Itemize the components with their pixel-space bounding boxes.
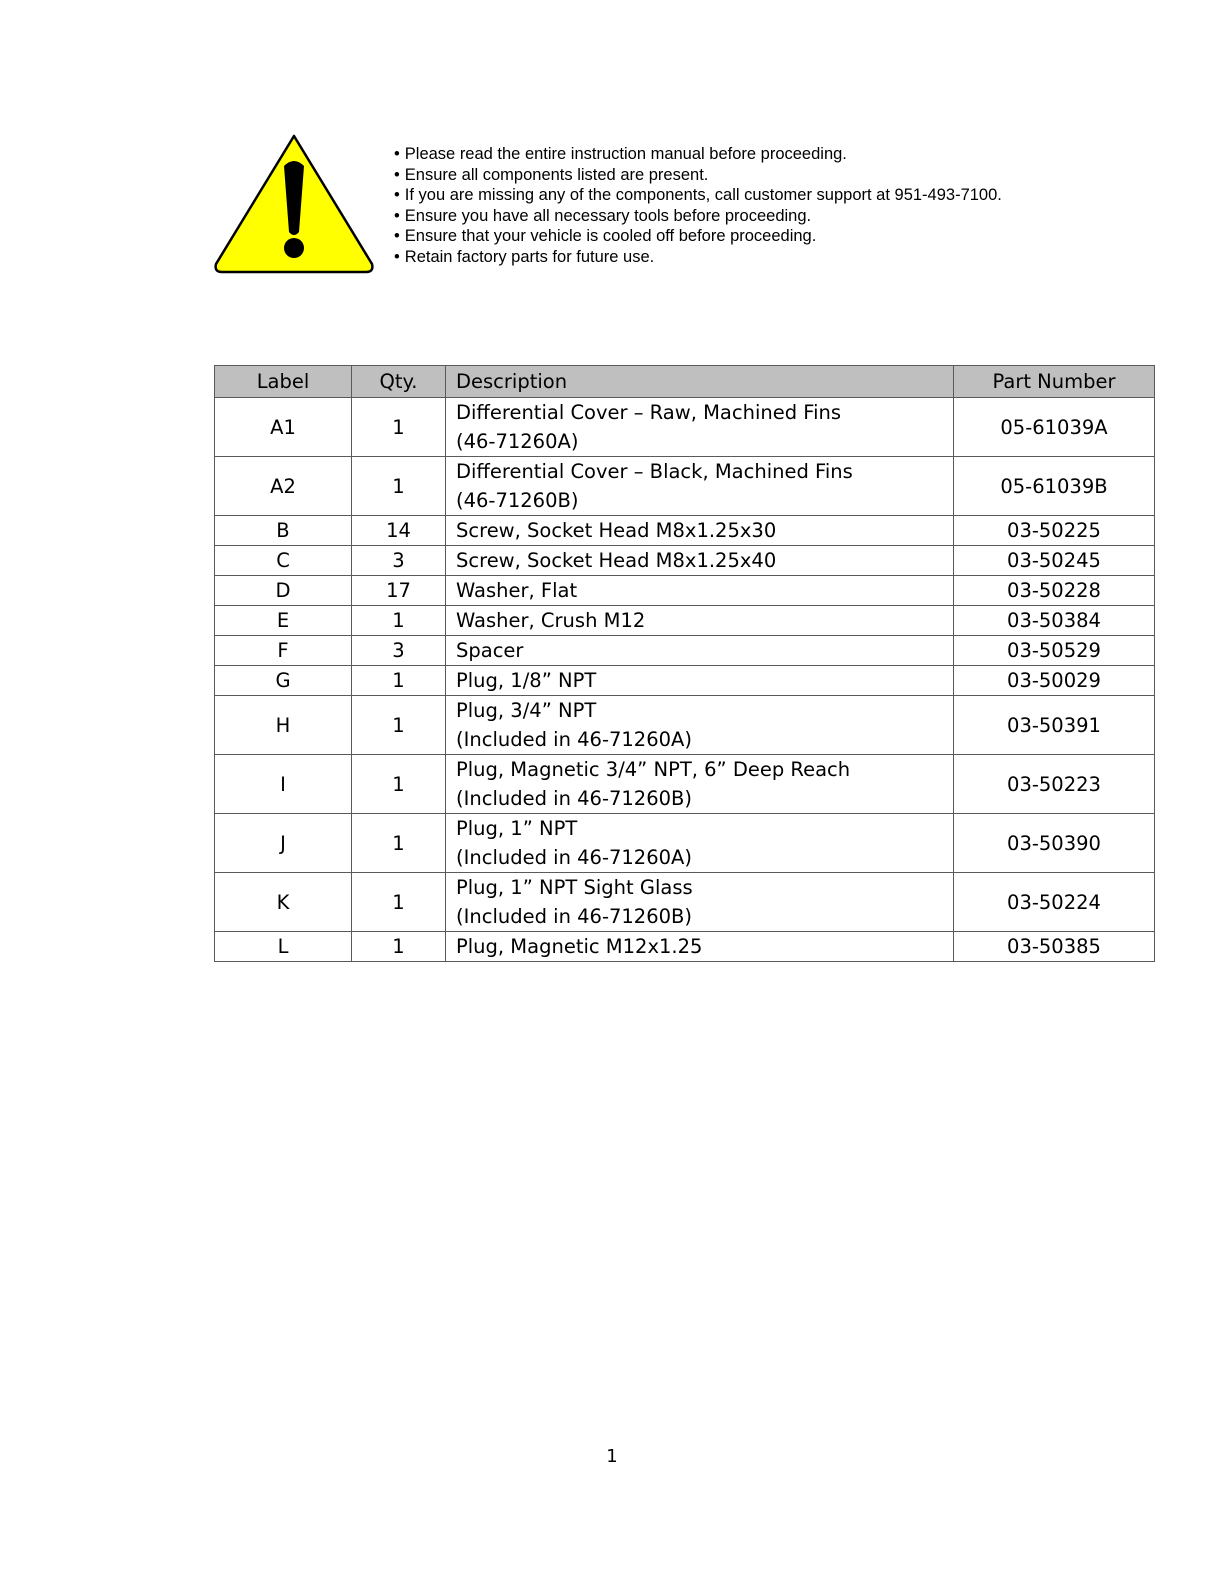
row-part-number: 03-50228 xyxy=(954,576,1155,606)
table-header-row xyxy=(215,366,1155,398)
row-part-number: 05-61039A xyxy=(954,398,1155,457)
description-line: Differential Cover – Black, Machined Fins xyxy=(456,460,853,483)
parts-table-body xyxy=(215,398,1155,962)
parts-table xyxy=(214,365,1155,962)
description-line: Screw, Socket Head M8x1.25x40 xyxy=(456,549,777,572)
table-row xyxy=(215,932,1155,962)
row-qty: 1 xyxy=(352,873,446,932)
instruction-item: • If you are missing any of the components, call customer support at 951-493-7100. xyxy=(394,185,1002,206)
row-label: E xyxy=(215,606,352,636)
description-note: (Included in 46-71260B) xyxy=(456,787,693,810)
row-part-number: 03-50224 xyxy=(954,873,1155,932)
table-row xyxy=(215,516,1155,546)
row-label: A1 xyxy=(215,398,352,457)
row-description xyxy=(446,636,954,666)
instruction-item: • Ensure that your vehicle is cooled off before proceeding. xyxy=(394,226,1002,247)
description-note: (46-71260A) xyxy=(456,430,579,453)
row-description xyxy=(446,932,954,962)
row-description xyxy=(446,755,954,814)
row-description xyxy=(446,546,954,576)
instruction-item: • Retain factory parts for future use. xyxy=(394,247,1002,268)
row-qty: 3 xyxy=(352,636,446,666)
row-description xyxy=(446,666,954,696)
row-label: A2 xyxy=(215,457,352,516)
row-description xyxy=(446,696,954,755)
row-label: K xyxy=(215,873,352,932)
row-label: F xyxy=(215,636,352,666)
row-qty: 1 xyxy=(352,814,446,873)
row-label: H xyxy=(215,696,352,755)
description-line: Plug, 1” NPT xyxy=(456,817,578,840)
row-description xyxy=(446,873,954,932)
table-row xyxy=(215,398,1155,457)
header-description: Description xyxy=(446,366,954,398)
table-row xyxy=(215,576,1155,606)
row-label: B xyxy=(215,516,352,546)
description-line: Washer, Crush M12 xyxy=(456,609,646,632)
table-row xyxy=(215,606,1155,636)
description-note: (Included in 46-71260B) xyxy=(456,905,693,928)
row-label: C xyxy=(215,546,352,576)
row-part-number: 03-50384 xyxy=(954,606,1155,636)
row-description xyxy=(446,398,954,457)
description-line: Washer, Flat xyxy=(456,579,578,602)
row-part-number: 05-61039B xyxy=(954,457,1155,516)
row-qty: 17 xyxy=(352,576,446,606)
instruction-item: • Ensure all components listed are present. xyxy=(394,165,1002,186)
instruction-item: • Ensure you have all necessary tools before proceeding. xyxy=(394,206,1002,227)
description-line: Plug, 1” NPT Sight Glass xyxy=(456,876,693,899)
row-part-number: 03-50029 xyxy=(954,666,1155,696)
description-line: Plug, 1/8” NPT xyxy=(456,669,597,692)
row-qty: 1 xyxy=(352,457,446,516)
row-label: I xyxy=(215,755,352,814)
description-line: Screw, Socket Head M8x1.25x30 xyxy=(456,519,777,542)
row-description xyxy=(446,457,954,516)
page-number: 1 xyxy=(606,1446,618,1467)
row-description xyxy=(446,576,954,606)
description-line: Plug, 3/4” NPT xyxy=(456,699,597,722)
warning-triangle-icon xyxy=(212,132,376,276)
row-qty: 1 xyxy=(352,932,446,962)
row-part-number: 03-50385 xyxy=(954,932,1155,962)
row-part-number: 03-50529 xyxy=(954,636,1155,666)
row-qty: 1 xyxy=(352,606,446,636)
row-part-number: 03-50390 xyxy=(954,814,1155,873)
row-part-number: 03-50245 xyxy=(954,546,1155,576)
table-row xyxy=(215,696,1155,755)
description-note: (Included in 46-71260A) xyxy=(456,846,692,869)
description-note: (Included in 46-71260A) xyxy=(456,728,692,751)
row-description xyxy=(446,814,954,873)
description-line: Plug, Magnetic M12x1.25 xyxy=(456,935,703,958)
header-part-number: Part Number xyxy=(954,366,1155,398)
table-row xyxy=(215,636,1155,666)
row-qty: 14 xyxy=(352,516,446,546)
description-note: (46-71260B) xyxy=(456,489,579,512)
row-qty: 1 xyxy=(352,755,446,814)
row-part-number: 03-50391 xyxy=(954,696,1155,755)
description-line: Spacer xyxy=(456,639,524,662)
table-row xyxy=(215,873,1155,932)
row-qty: 1 xyxy=(352,398,446,457)
instruction-item: • Please read the entire instruction manual before proceeding. xyxy=(394,144,1002,165)
row-part-number: 03-50223 xyxy=(954,755,1155,814)
header-qty: Qty. xyxy=(352,366,446,398)
table-row xyxy=(215,814,1155,873)
row-label: J xyxy=(215,814,352,873)
row-description xyxy=(446,516,954,546)
row-part-number: 03-50225 xyxy=(954,516,1155,546)
header-label: Label xyxy=(215,366,352,398)
row-label: L xyxy=(215,932,352,962)
instruction-list xyxy=(394,144,1002,267)
table-row xyxy=(215,457,1155,516)
row-qty: 1 xyxy=(352,696,446,755)
row-label: G xyxy=(215,666,352,696)
row-description xyxy=(446,606,954,636)
row-qty: 3 xyxy=(352,546,446,576)
table-row xyxy=(215,755,1155,814)
table-row xyxy=(215,546,1155,576)
description-line: Differential Cover – Raw, Machined Fins xyxy=(456,401,842,424)
row-qty: 1 xyxy=(352,666,446,696)
description-line: Plug, Magnetic 3/4” NPT, 6” Deep Reach xyxy=(456,758,851,781)
table-row xyxy=(215,666,1155,696)
row-label: D xyxy=(215,576,352,606)
